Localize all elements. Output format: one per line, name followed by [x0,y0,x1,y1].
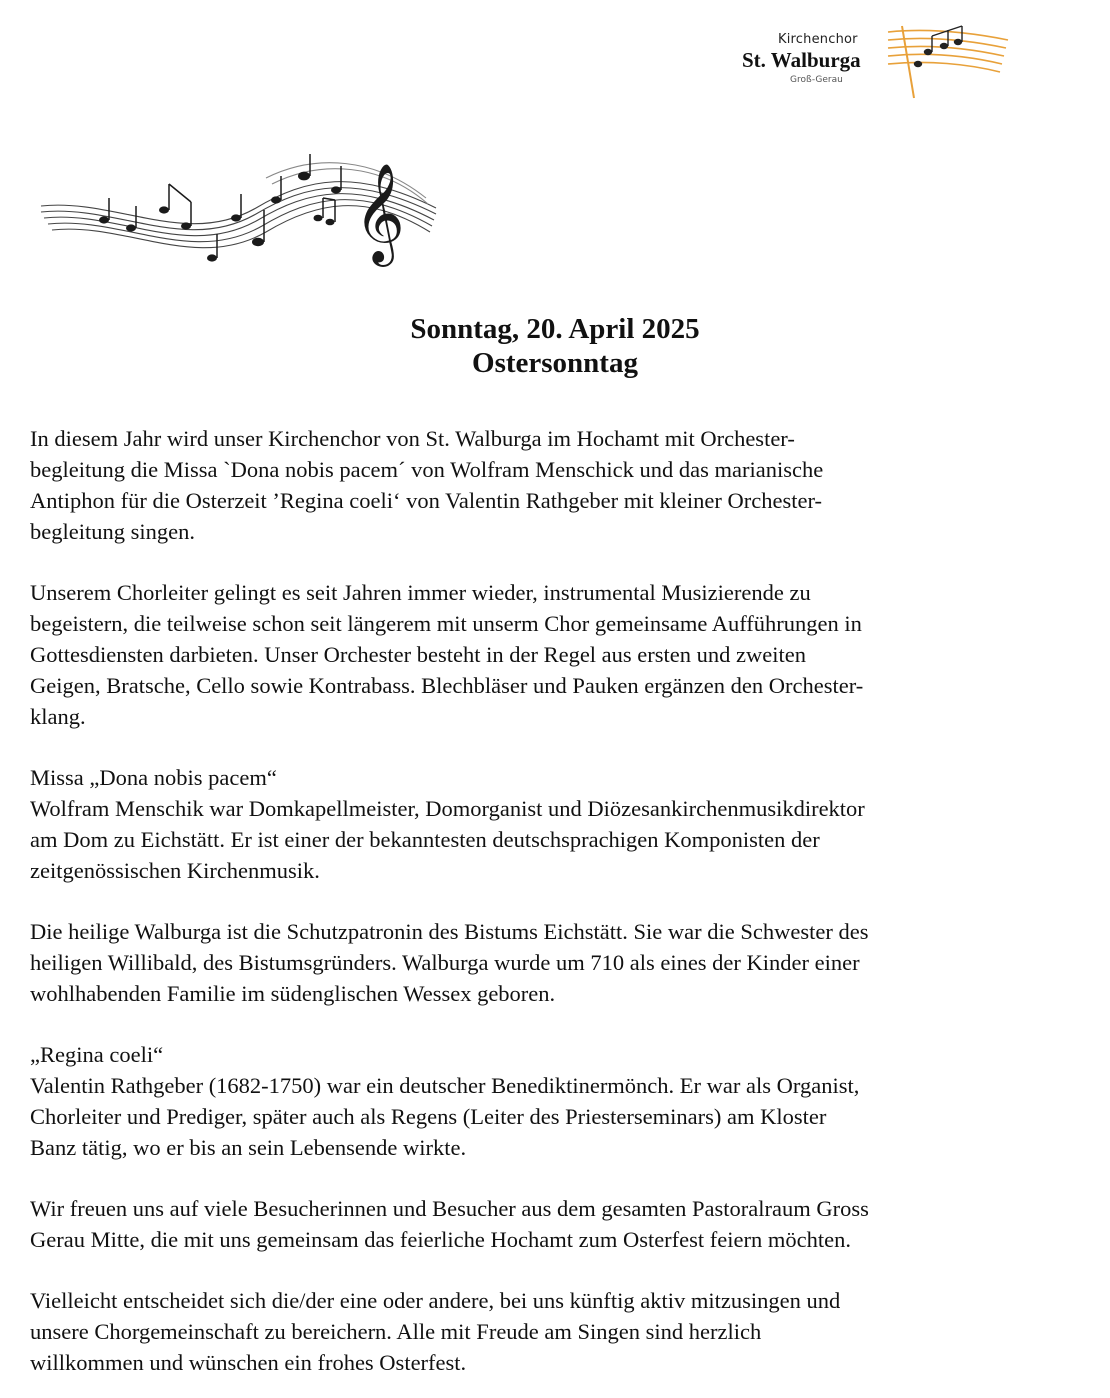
paragraph-closing: Vielleicht entscheidet sich die/der eine oder andere, bei uns künftig aktiv mitzusingen und unsere Chorgemeinschaft zu bereichern. Alle mit Freude am Singen sind herzlich willkommen und wünschen ein frohes Osterfest. [30,1288,841,1375]
music-notes-icon [36,138,446,288]
svg-text:𝄞: 𝄞 [354,163,405,263]
paragraph-regina-coeli: „Regina coeli“ Valentin Rathgeber (1682-1750) war ein deutscher Benediktinermönch. Er war als Organist, Chorleiter und Prediger, später auch als Regens (Leiter des Priesterseminars) am Kloster Banz tätig, wo er bis an sein Lebensende wirkte. [30,1042,860,1160]
paragraph-invitation: Wir freuen uns auf viele Besucherinnen und Besucher aus dem gesamten Pastoralraum Gross Gerau Mitte, die mit uns gemeinsam das feierliche Hochamt zum Osterfest feiern möchten. [30,1196,869,1252]
logo-line-place: Groß-Gerau [790,75,843,85]
body-text [30,423,1080,1378]
paragraph-walburga: Die heilige Walburga ist die Schutzpatronin des Bistums Eichstätt. Sie war die Schwester des heiligen Willibald, des Bistumsgründers. Walburga wurde um 710 als eines der Kinder einer wohlhabenden Familie im südenglischen Wessex geboren. [30,919,869,1006]
event-title: Ostersonntag [472,347,638,379]
paragraph-intro: In diesem Jahr wird unser Kirchenchor von St. Walburga im Hochamt mit Orchester- begleitung die Missa `Dona nobis pacem´ von Wolfram Menschick und das marianische Antiphon für die Osterzeit ’Regina coeli‘ von Valentin Rathgeber mit kleiner Orchester- begleitung singen. [30,426,824,544]
paragraph-missa: Missa „Dona nobis pacem“ Wolfram Menschik war Domkapellmeister, Domorganist und Diözesankirchenmusikdirektor am Dom zu Eichstätt. Er ist einer der bekanntesten deutschsprachigen Komponisten der zeitgenössischen Kirchenmusik. [30,765,865,883]
paragraph-orchestra: Unserem Chorleiter gelingt es seit Jahren immer wieder, instrumental Musizierende zu begeistern, die teilweise schon seit längerem mit unserm Chor gemeinsame Aufführungen in Gottesdiensten darbieten. Unser Orchester besteht in der Regel aus ersten und zweiten Geigen, Bratsche, Cello sowie Kontrabass. Blechbläser und Pauken ergänzen den Orchester- klang. [30,580,864,729]
logo-line-kirchenchor: Kirchenchor [778,32,858,47]
event-date: Sonntag, 20. April 2025 [410,313,700,345]
choir-logo [738,18,1018,104]
logo-line-name: St. Walburga [742,48,861,72]
heading-block [0,312,1110,380]
